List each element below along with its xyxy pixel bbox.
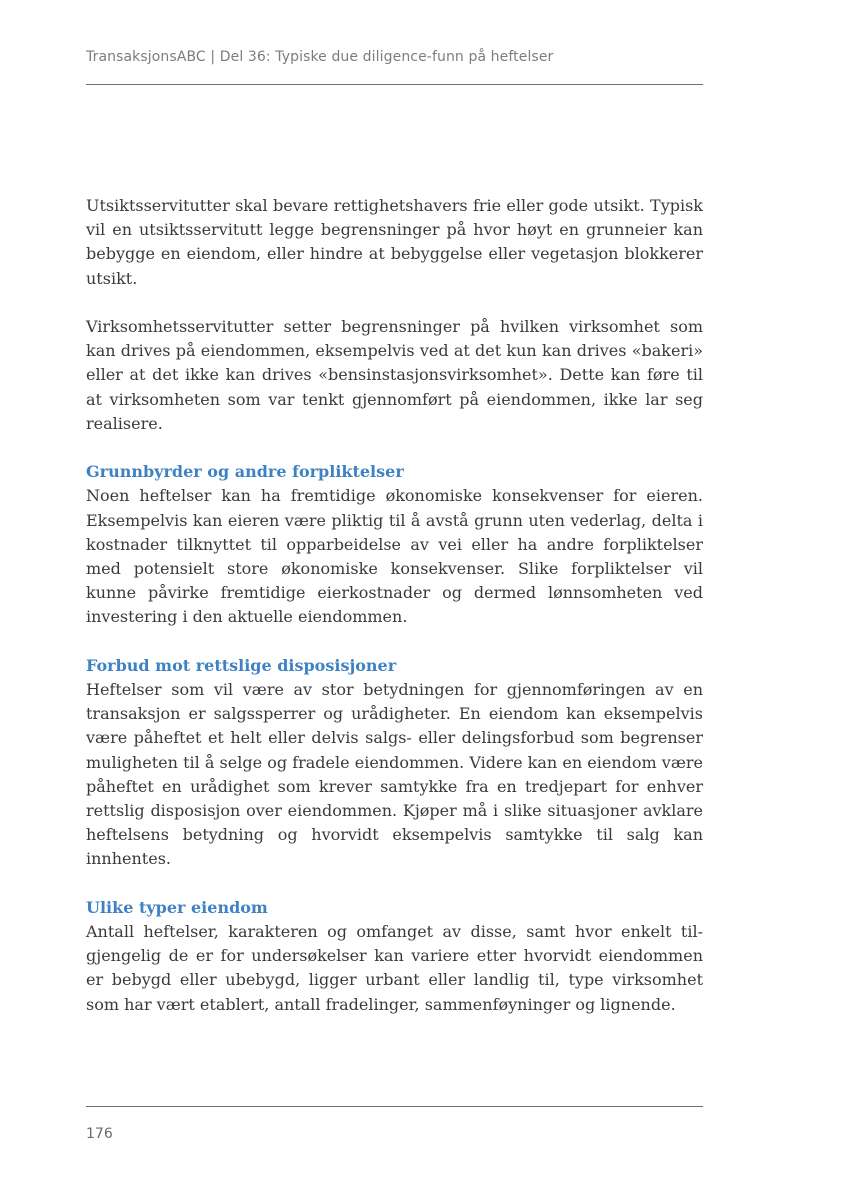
section-heading-forbud: Forbud mot rettslige disposisjoner <box>86 655 397 675</box>
paragraph-utsiktsservitutter: Utsiktsservitutter skal bevare rettighetshavers frie eller gode utsikt. Typisk vil en utsiktsservitutt legge begrensninger på hvor høyt en grunneier kan bebygge en eiendom, eller hindre at bebyggelse eller vegetasjon blokkerer utsikt. <box>86 196 703 288</box>
header-divider <box>86 84 703 85</box>
paragraph-virksomhetsservitutter: Virksomhetsservitutter setter begrensninger på hvilken virksomhet som kan drives på eiendommen, eksempelvis ved at det kun kan drives «bakeri» eller at det ikke kan drives «bensinstasjonsvirksomhet». Dette kan føre til at virksomheten som var tenkt gjennomført på eiendommen, ikke lar seg realisere. <box>86 317 703 433</box>
page-body <box>86 194 703 1017</box>
section-text-grunnbyrder: Noen heftelser kan ha fremtidige økonomiske konsekvenser for eieren. Eksempelvis kan eieren være pliktig til å avstå grunn uten vederlag, delta i kostnader tilknyttet til opparbeidelse av vei eller ha andre forpliktelser med potensielt store økonomiske konsekvenser. Slike forpliktelser vil kunne påvirke fremtidige eierkostnader og dermed lønnsomheten ved investering i den aktuelle eiendommen. <box>86 486 703 627</box>
page-number: 176 <box>86 1126 113 1142</box>
footer-divider <box>86 1106 703 1107</box>
running-header: TransaksjonsABC | Del 36: Typiske due diligence-funn på heftelser <box>86 49 554 65</box>
section-heading-ulike-typer: Ulike typer eiendom <box>86 897 268 917</box>
section-text-ulike-typer: Antall heftelser, karakteren og omfanget av disse, samt hvor enkelt tilgjengelig de er for undersøkelser kan variere etter hvorvidt eiendommen er bebygd eller ubebygd, ligger urbant eller landlig til, type virksomhet som har vært etablert, antall fradelinger, sammenføyninger og lignende. <box>86 922 703 1014</box>
section-heading-grunnbyrder: Grunnbyrder og andre forpliktelser <box>86 462 404 482</box>
section-text-forbud: Heftelser som vil være av stor betydningen for gjennomføringen av en transaksjon er salgssperrer og urådigheter. En eiendom kan eksempelvis være påheftet et helt eller delvis salgs- eller delingsforbud som begrenser muligheten til å selge og fradele eiendommen. Videre kan en eiendom være påheftet en urådighet som krever samtykke fra en tredjepart for enhver rettslig disposisjon over eiendommen. Kjøper må i slike situasjoner avklare heftelsens betydning og hvorvidt eksempelvis samtykke til salg kan innhentes. <box>86 680 703 869</box>
